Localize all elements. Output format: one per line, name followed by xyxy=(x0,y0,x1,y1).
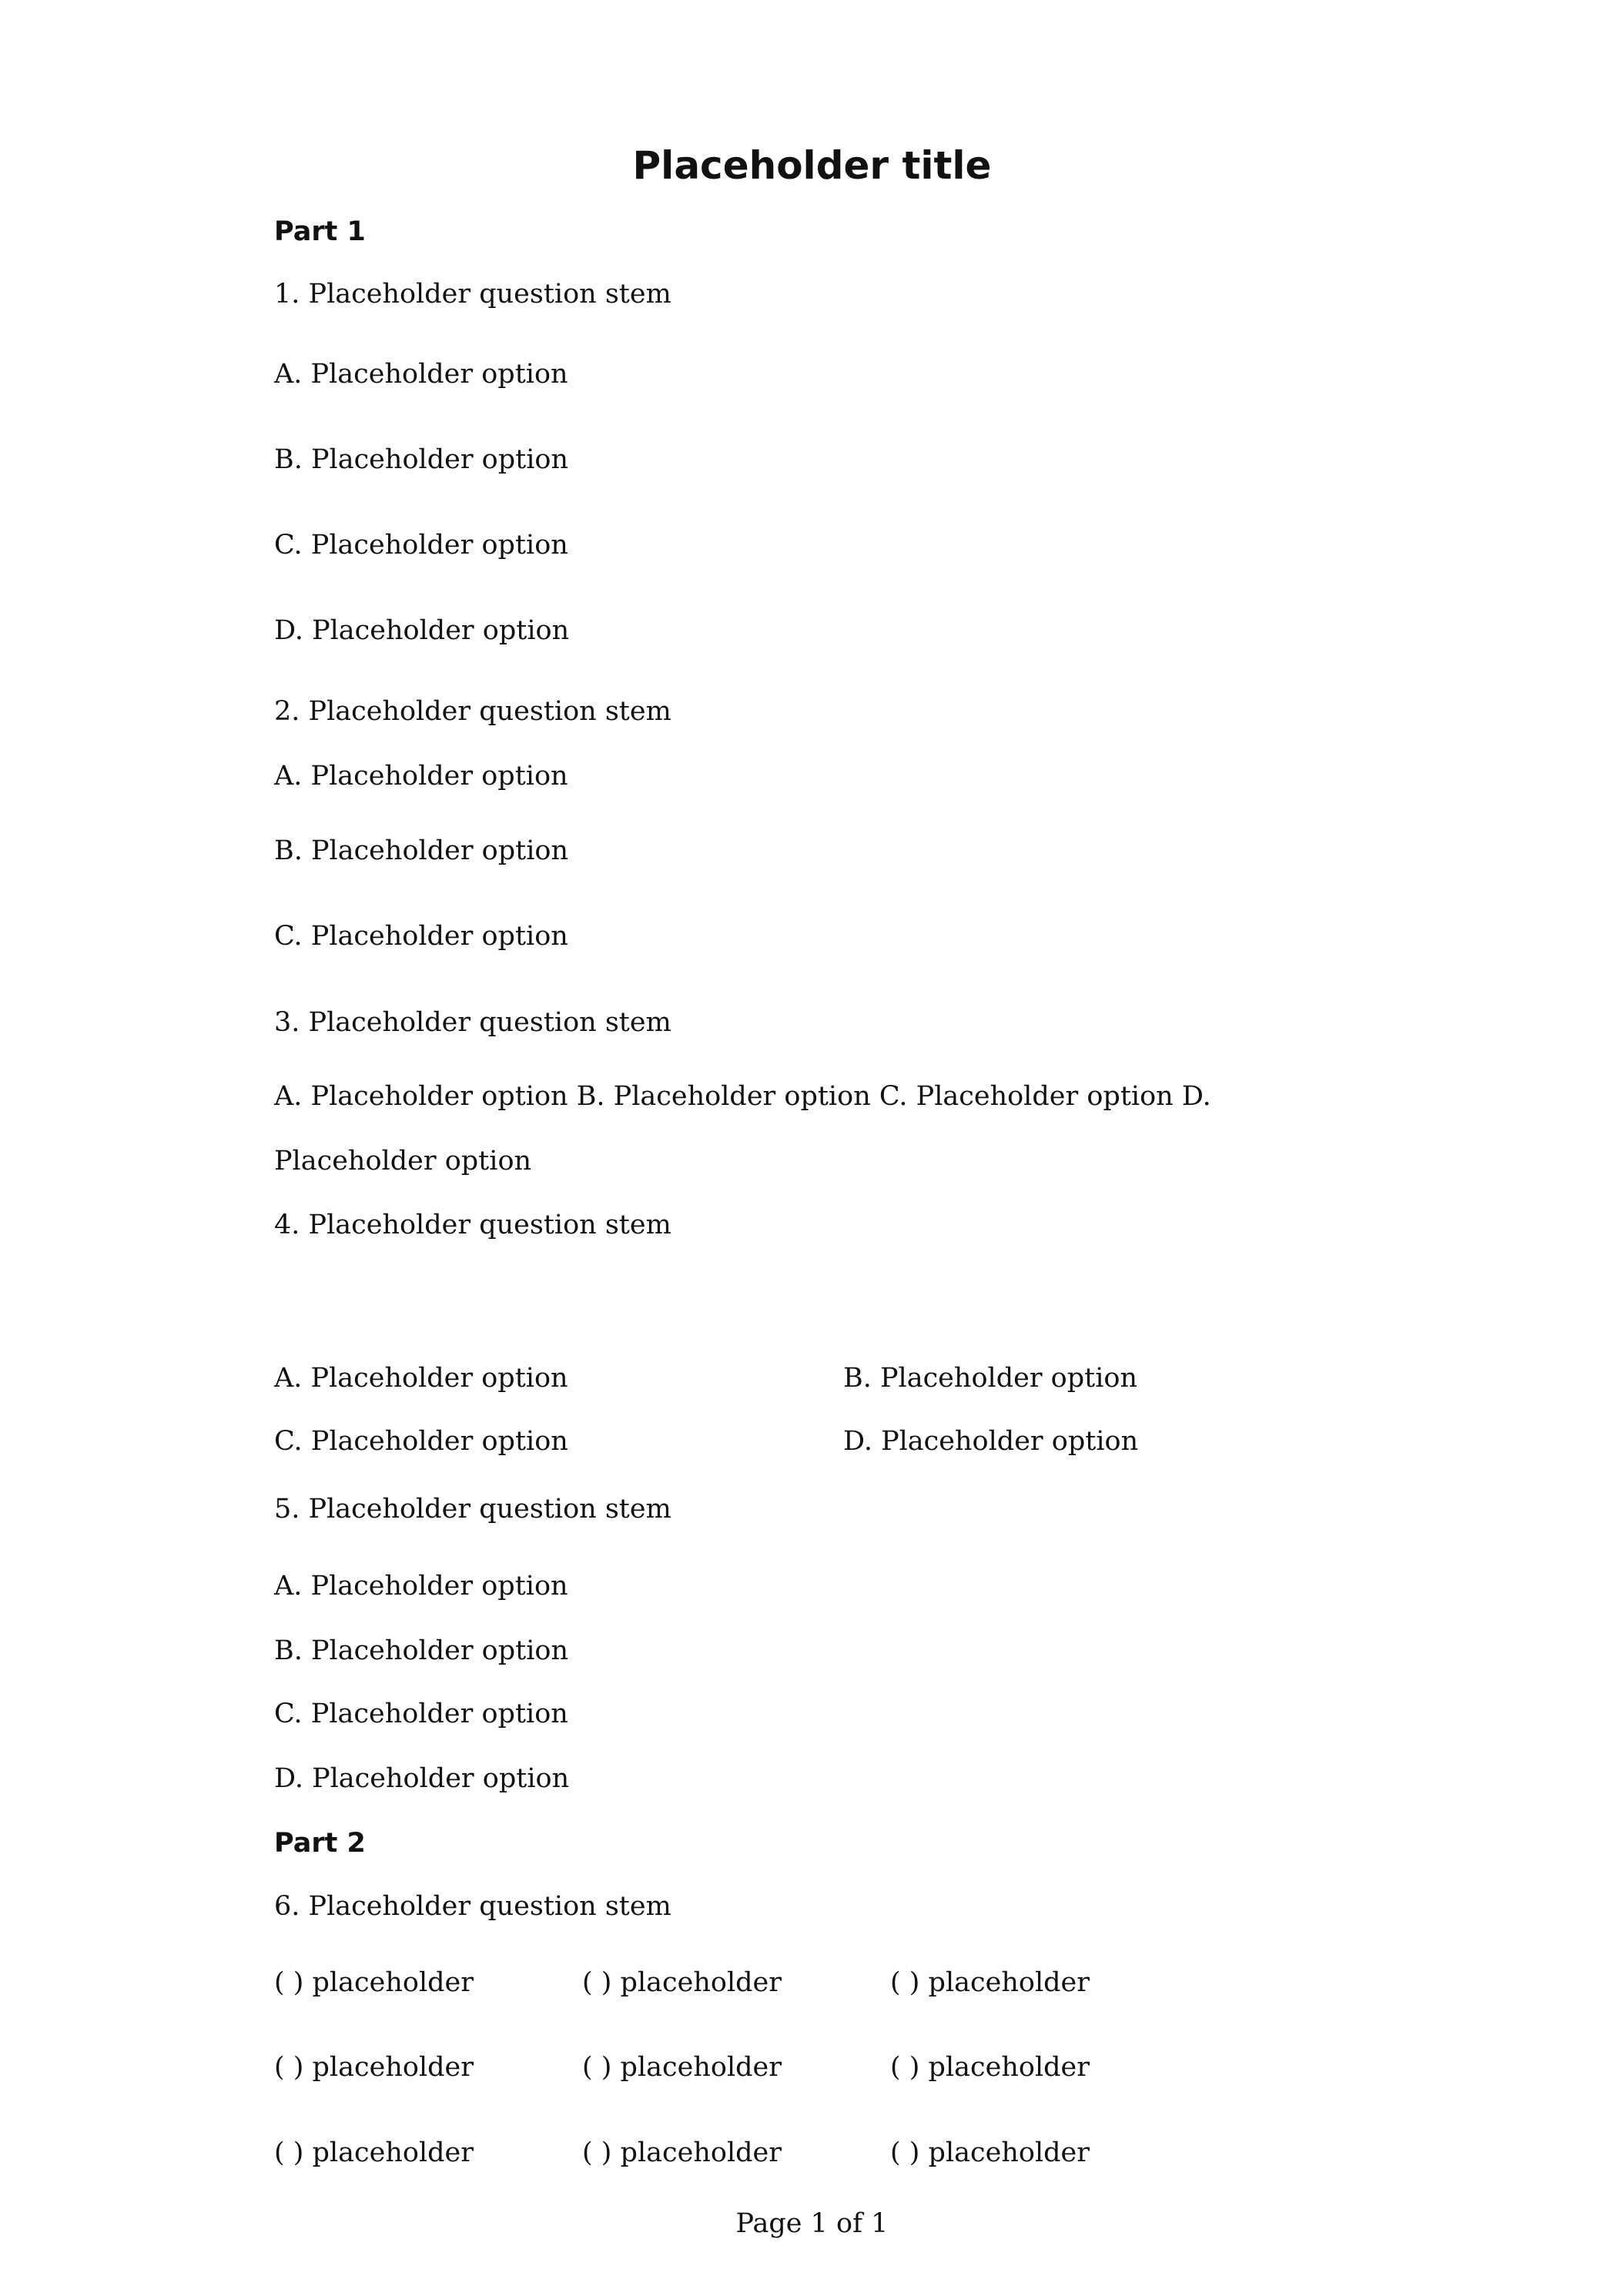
question-5-option-b: B. Placeholder option xyxy=(274,1635,569,1666)
question-2-option-a: A. Placeholder option xyxy=(274,761,568,792)
question-4-option-d: D. Placeholder option xyxy=(843,1426,1139,1457)
question-3-options: A. Placeholder option B. Placeholder option C. Placeholder option D. Placeholder option xyxy=(274,1081,1211,1176)
question-2-option-c: C. Placeholder option xyxy=(274,921,568,952)
question-4-option-a: A. Placeholder option xyxy=(274,1363,568,1394)
fill-blank-row-1 xyxy=(274,1967,1429,2006)
fill-blank-row-2 xyxy=(274,2052,1429,2090)
section-heading-1: Part 1 xyxy=(274,216,366,247)
fill-blank-item: ( ) placeholder xyxy=(890,2052,1090,2083)
fill-blank-item: ( ) placeholder xyxy=(274,2052,474,2083)
page-footer: Page 1 of 1 xyxy=(735,2208,889,2239)
fill-blank-item: ( ) placeholder xyxy=(890,2137,1090,2168)
question-3-stem: 3. Placeholder question stem xyxy=(274,1007,671,1038)
question-5-option-c: C. Placeholder option xyxy=(274,1699,568,1729)
question-5-option-d: D. Placeholder option xyxy=(274,1763,570,1794)
question-1-option-c: C. Placeholder option xyxy=(274,530,568,561)
question-1-option-a: A. Placeholder option xyxy=(274,359,568,390)
question-5-stem: 5. Placeholder question stem xyxy=(274,1494,671,1525)
fill-blank-item: ( ) placeholder xyxy=(890,1967,1090,1998)
fill-blank-item: ( ) placeholder xyxy=(582,1967,782,1998)
question-1-stem: 1. Placeholder question stem xyxy=(274,279,671,310)
fill-blank-item: ( ) placeholder xyxy=(582,2052,782,2083)
question-2-option-b: B. Placeholder option xyxy=(274,835,569,866)
page-title: Placeholder title xyxy=(632,143,992,188)
fill-blank-item: ( ) placeholder xyxy=(274,1967,474,1998)
question-2-stem: 2. Placeholder question stem xyxy=(274,696,671,727)
question-4-option-b: B. Placeholder option xyxy=(843,1363,1138,1394)
question-1-option-d: D. Placeholder option xyxy=(274,615,570,646)
fill-blank-item: ( ) placeholder xyxy=(582,2137,782,2168)
question-4-option-c: C. Placeholder option xyxy=(274,1426,568,1457)
question-6-stem: 6. Placeholder question stem xyxy=(274,1891,671,1922)
question-1-option-b: B. Placeholder option xyxy=(274,444,569,475)
section-heading-2: Part 2 xyxy=(274,1828,366,1859)
fill-blank-item: ( ) placeholder xyxy=(274,2137,474,2168)
fill-blank-row-3 xyxy=(274,2137,1429,2176)
question-5-option-a: A. Placeholder option xyxy=(274,1571,568,1602)
question-4-stem: 4. Placeholder question stem xyxy=(274,1210,671,1240)
